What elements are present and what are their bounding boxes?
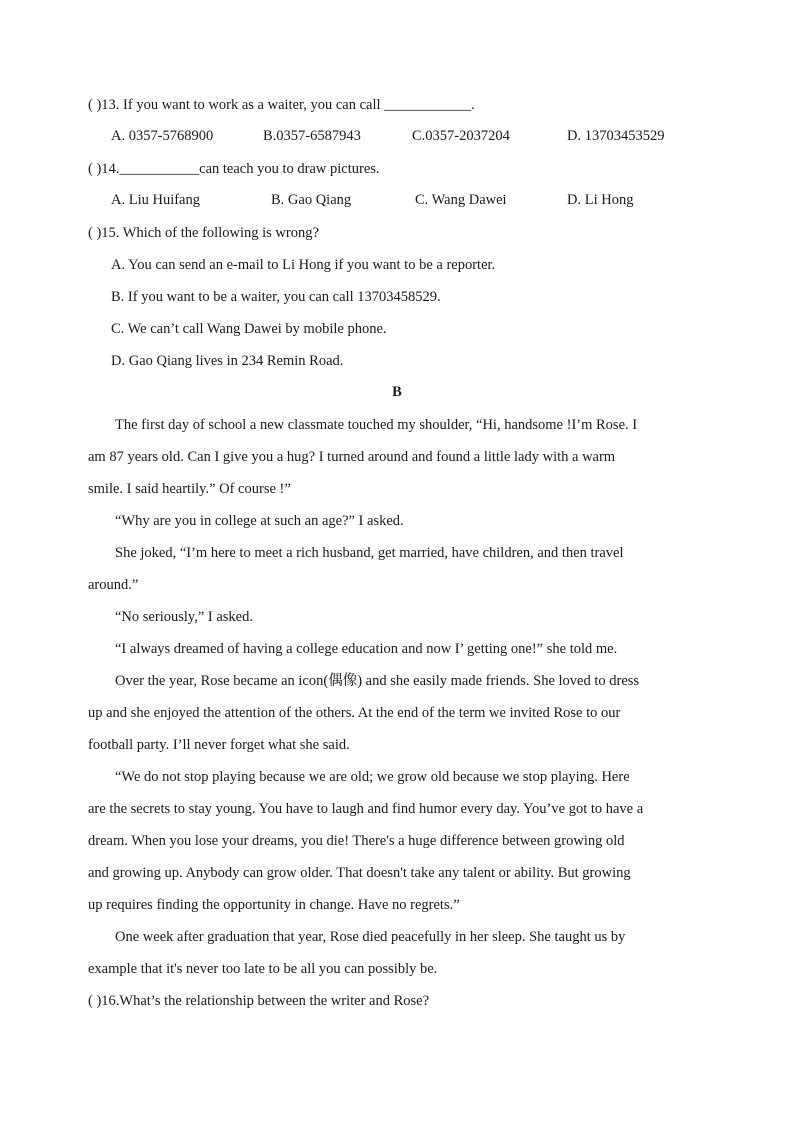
passage-line: dream. When you lose your dreams, you die! There's a huge difference between growing old	[88, 833, 625, 849]
passage-line: One week after graduation that year, Rose died peacefully in her sleep. She taught us by	[115, 929, 626, 945]
passage-line: example that it's never too late to be all you can possibly be.	[88, 961, 438, 977]
section-title: B	[392, 384, 402, 400]
passage-line: “I always dreamed of having a college education and now I’ getting one!” she told me.	[115, 641, 618, 657]
passage-line: She joked, “I’m here to meet a rich husband, get married, have children, and then travel	[115, 545, 624, 561]
passage-line: around.”	[88, 577, 139, 593]
passage-line: and growing up. Anybody can grow older. That doesn't take any talent or ability. But growing	[88, 865, 631, 881]
option-a: A. 0357-5768900	[111, 128, 214, 144]
passage-line: football party. I’ll never forget what she said.	[88, 737, 350, 753]
question-15-option-c: C. We can’t call Wang Dawei by mobile phone.	[111, 321, 387, 337]
passage-line: smile. I said heartily.” Of course !”	[88, 481, 291, 497]
option-c: C. Wang Dawei	[415, 192, 507, 208]
passage-line: “Why are you in college at such an age?” I asked.	[115, 513, 404, 529]
question-15-stem: ( )15. Which of the following is wrong?	[88, 225, 319, 241]
passage-line: are the secrets to stay young. You have to laugh and find humor every day. You’ve got to have a	[88, 801, 644, 817]
passage-line: Over the year, Rose became an icon(偶像) and she easily made friends. She loved to dress	[115, 673, 640, 689]
passage-line: “No seriously,” I asked.	[115, 609, 253, 625]
question-16-stem: ( )16.What’s the relationship between the writer and Rose?	[88, 993, 430, 1009]
passage-line: am 87 years old. Can I give you a hug? I turned around and found a little lady with a warm	[88, 449, 616, 465]
passage-line: up and she enjoyed the attention of the others. At the end of the term we invited Rose to our	[88, 705, 621, 721]
question-14-stem: ( )14.___________can teach you to draw pictures.	[88, 161, 380, 177]
option-d: D. 13703453529	[567, 128, 665, 144]
option-c: C.0357-2037204	[412, 128, 510, 144]
question-15-option-b: B. If you want to be a waiter, you can call 13703458529.	[111, 289, 441, 305]
option-d: D. Li Hong	[567, 192, 634, 208]
option-b: B. Gao Qiang	[271, 192, 352, 208]
question-15-option-d: D. Gao Qiang lives in 234 Remin Road.	[111, 353, 344, 369]
option-b: B.0357-6587943	[263, 128, 361, 144]
passage-line: “We do not stop playing because we are old; we grow old because we stop playing. Here	[115, 769, 630, 785]
passage-line: The first day of school a new classmate touched my shoulder, “Hi, handsome !I’m Rose. I	[115, 417, 638, 433]
question-15-option-a: A. You can send an e-mail to Li Hong if you want to be a reporter.	[111, 257, 496, 273]
question-13-stem: ( )13. If you want to work as a waiter, you can call ____________.	[88, 97, 475, 113]
option-a: A. Liu Huifang	[111, 192, 200, 208]
passage-line: up requires finding the opportunity in change. Have no regrets.”	[88, 897, 460, 913]
